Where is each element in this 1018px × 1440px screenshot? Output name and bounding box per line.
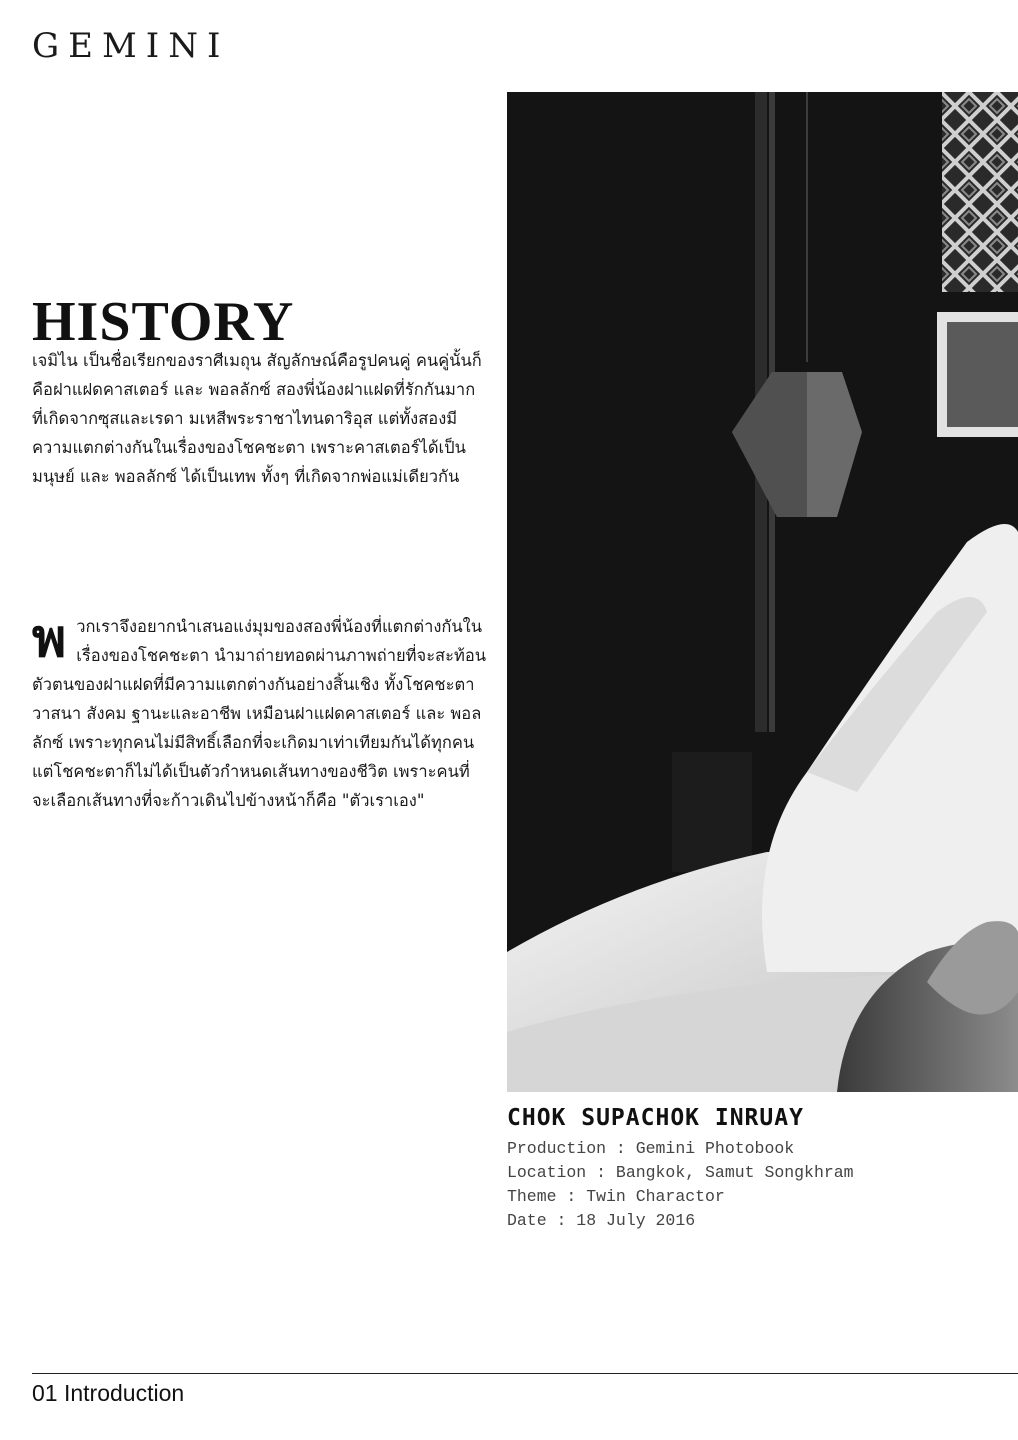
- history-paragraph-2-text: วกเราจึงอยากนำเสนอแง่มุมของสองพี่น้องที่แตกต่างกันในเรื่องของโชคชะตา นำมาถ่ายทอดผ่านภาพถ่ายที่จะสะท้อนตัวตนของฝาแฝดที่มีความแตกต่างกันอย่างสิ้นเชิง ทั้งโชคชะตา วาสนา สังคม ฐานะและอาชีพ เหมือนฝาแฝดคาสเตอร์ และ พอลลักซ์ เพราะทุกคนไม่มีสิทธิ์เลือกที่จะเกิดมาเท่าเทียมกันได้ทุกคน แต่โชคชะตาก็ไม่ได้เป็นตัวกำหนดเส้นทางของชีวิต เพราะคนที่จะเลือกเส้นทางที่จะก้าวเดินไปข้างหน้าก็คือ "ตัวเราเอง": [32, 617, 487, 810]
- photographer-name: CHOK SUPACHOK INRUAY: [507, 1105, 804, 1131]
- lattice-panel: [942, 92, 1018, 292]
- credit-location: Location : Bangkok, Samut Songkhram: [507, 1163, 854, 1182]
- credit-date: Date : 18 July 2016: [507, 1211, 696, 1230]
- history-paragraph-1: เจมิไน เป็นชื่อเรียกของราศีเมถุน สัญลักษณ์คือรูปคนคู่ คนคู่นั้นก็คือฝาแฝดคาสเตอร์ และ พอลลักซ์ สองพี่น้องฝาแฝดที่รักกันมาก ที่เกิดจากซุสและเรดา มเหสีพระราชาไทนดาริอุส แต่ทั้งสองมีความแตกต่างกันในเรื่องของโชคชะตา เพราะคาสเตอร์ได้เป็นมนุษย์ และ พอลลักซ์ ได้เป็นเทพ ทั้งๆ ที่เกิดจากพ่อแม่เดียวกัน: [32, 351, 482, 486]
- history-paragraph-2: [32, 609, 487, 815]
- gemini-logo: GEMINI: [32, 26, 230, 66]
- photo-credits: [507, 1105, 1012, 1233]
- drop-cap: พ: [32, 609, 67, 669]
- photo-illustration: [507, 92, 1018, 1092]
- nightstand: [672, 752, 752, 872]
- credit-production: Production : Gemini Photobook: [507, 1139, 795, 1158]
- bedroom-photo: [507, 92, 1018, 1092]
- page-section-label: 01 Introduction: [32, 1380, 185, 1406]
- history-title: HISTORY: [32, 291, 295, 353]
- footer-divider: [32, 1373, 1018, 1374]
- credit-theme: Theme : Twin Charactor: [507, 1187, 725, 1206]
